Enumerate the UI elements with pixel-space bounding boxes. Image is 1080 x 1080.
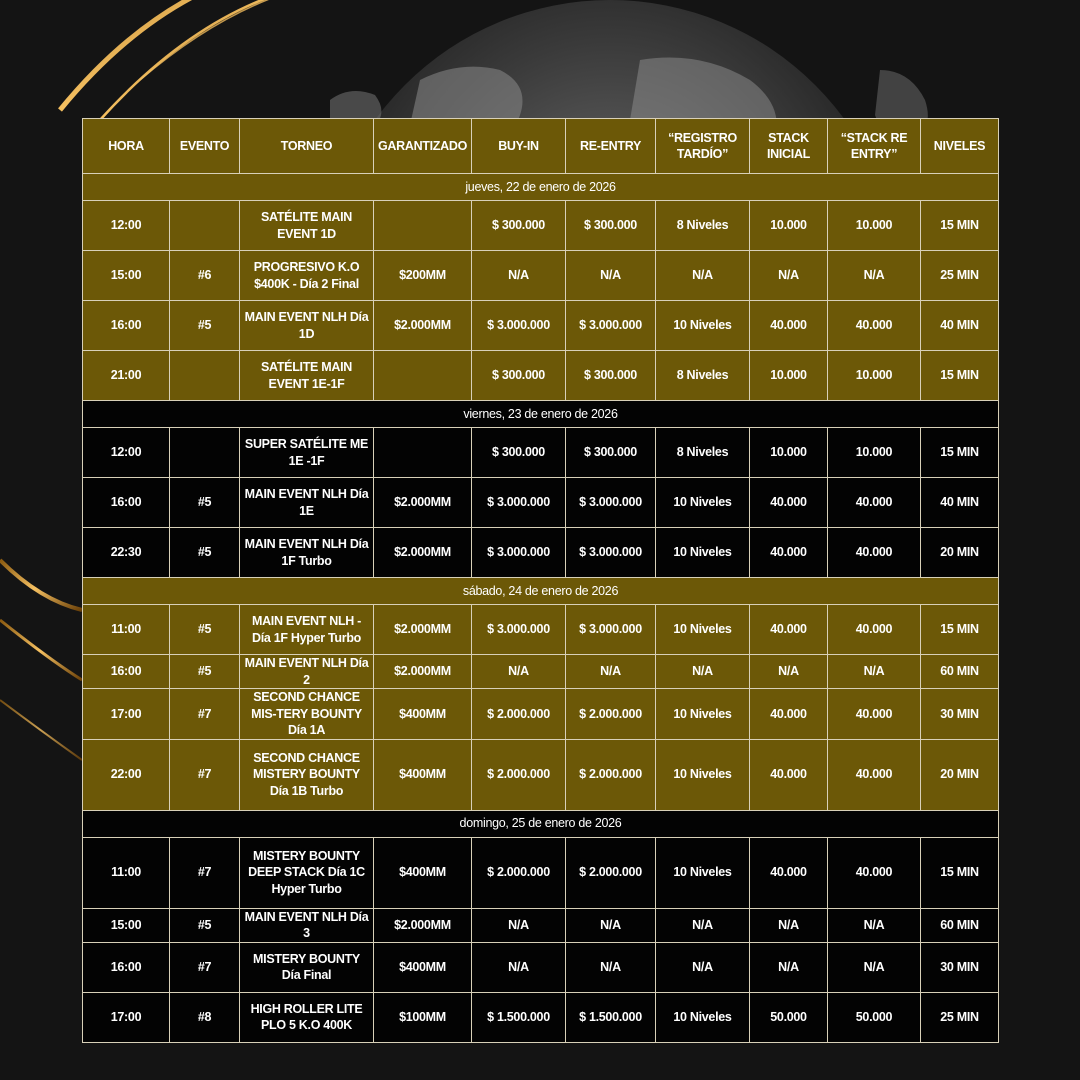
- torneo-cell: MAIN EVENT NLH Día 3: [240, 908, 374, 942]
- evento-cell: [170, 351, 240, 401]
- stack-cell: 10.000: [750, 351, 828, 401]
- evento-cell: #5: [170, 301, 240, 351]
- evento-cell: #5: [170, 605, 240, 655]
- hora-cell: 15:00: [83, 251, 170, 301]
- reentry-cell: $ 300.000: [566, 351, 656, 401]
- buyin-cell: $ 2.000.000: [472, 689, 566, 740]
- stack-reentry-cell: N/A: [828, 251, 921, 301]
- torneo-cell: MISTERY BOUNTY Día Final: [240, 942, 374, 992]
- reentry-cell: $ 2.000.000: [566, 739, 656, 810]
- table-row: [83, 942, 999, 992]
- col-header-buyin: BUY-IN: [472, 119, 566, 174]
- torneo-cell: MAIN EVENT NLH Día 1F Turbo: [240, 528, 374, 578]
- reentry-cell: N/A: [566, 655, 656, 689]
- buyin-cell: N/A: [472, 942, 566, 992]
- reentry-cell: $ 3.000.000: [566, 301, 656, 351]
- torneo-cell: SATÉLITE MAIN EVENT 1D: [240, 201, 374, 251]
- col-header-garantizado: GARANTIZADO: [374, 119, 472, 174]
- day-section-domingo: [83, 810, 999, 1042]
- table-row: [83, 201, 999, 251]
- tournament-schedule-table: [82, 118, 999, 1043]
- stack-reentry-cell: 40.000: [828, 605, 921, 655]
- col-header-registro: “REGISTRO TARDÍO”: [656, 119, 750, 174]
- reentry-cell: N/A: [566, 251, 656, 301]
- torneo-cell: HIGH ROLLER LITE PLO 5 K.O 400K: [240, 992, 374, 1042]
- stack-cell: 40.000: [750, 739, 828, 810]
- registro-cell: 10 Niveles: [656, 739, 750, 810]
- niveles-cell: 15 MIN: [921, 351, 999, 401]
- torneo-cell: PROGRESIVO K.O $400K - Día 2 Final: [240, 251, 374, 301]
- buyin-cell: $ 300.000: [472, 351, 566, 401]
- registro-cell: 8 Niveles: [656, 201, 750, 251]
- hora-cell: 17:00: [83, 689, 170, 740]
- table-row: [83, 837, 999, 908]
- table-row: [83, 301, 999, 351]
- torneo-cell: SECOND CHANCE MIS-TERY BOUNTY Día 1A: [240, 689, 374, 740]
- stack-reentry-cell: 10.000: [828, 428, 921, 478]
- stack-reentry-cell: 40.000: [828, 689, 921, 740]
- hora-cell: 22:30: [83, 528, 170, 578]
- evento-cell: #8: [170, 992, 240, 1042]
- reentry-cell: $ 2.000.000: [566, 689, 656, 740]
- evento-cell: #5: [170, 908, 240, 942]
- stack-reentry-cell: N/A: [828, 942, 921, 992]
- niveles-cell: 30 MIN: [921, 942, 999, 992]
- hora-cell: 21:00: [83, 351, 170, 401]
- registro-cell: 8 Niveles: [656, 351, 750, 401]
- torneo-cell: MAIN EVENT NLH - Día 1F Hyper Turbo: [240, 605, 374, 655]
- col-header-evento: EVENTO: [170, 119, 240, 174]
- table-row: [83, 739, 999, 810]
- registro-cell: 8 Niveles: [656, 428, 750, 478]
- torneo-cell: SECOND CHANCE MISTERY BOUNTY Día 1B Turbo: [240, 739, 374, 810]
- registro-cell: 10 Niveles: [656, 478, 750, 528]
- stack-cell: N/A: [750, 251, 828, 301]
- registro-cell: 10 Niveles: [656, 528, 750, 578]
- niveles-cell: 25 MIN: [921, 992, 999, 1042]
- registro-cell: 10 Niveles: [656, 689, 750, 740]
- table-row: [83, 528, 999, 578]
- registro-cell: 10 Niveles: [656, 301, 750, 351]
- hora-cell: 11:00: [83, 837, 170, 908]
- garantizado-cell: $2.000MM: [374, 655, 472, 689]
- day-header: viernes, 23 de enero de 2026: [83, 401, 999, 428]
- stack-cell: 10.000: [750, 201, 828, 251]
- garantizado-cell: $2.000MM: [374, 605, 472, 655]
- niveles-cell: 20 MIN: [921, 528, 999, 578]
- torneo-cell: MAIN EVENT NLH Día 1E: [240, 478, 374, 528]
- hora-cell: 17:00: [83, 992, 170, 1042]
- buyin-cell: $ 3.000.000: [472, 605, 566, 655]
- stack-reentry-cell: N/A: [828, 908, 921, 942]
- garantizado-cell: $200MM: [374, 251, 472, 301]
- niveles-cell: 15 MIN: [921, 837, 999, 908]
- torneo-cell: MISTERY BOUNTY DEEP STACK Día 1C Hyper Turbo: [240, 837, 374, 908]
- niveles-cell: 60 MIN: [921, 655, 999, 689]
- stack-reentry-cell: 10.000: [828, 201, 921, 251]
- registro-cell: N/A: [656, 942, 750, 992]
- stack-cell: N/A: [750, 908, 828, 942]
- hora-cell: 12:00: [83, 428, 170, 478]
- buyin-cell: $ 3.000.000: [472, 301, 566, 351]
- stack-reentry-cell: N/A: [828, 655, 921, 689]
- garantizado-cell: $2.000MM: [374, 301, 472, 351]
- torneo-cell: SATÉLITE MAIN EVENT 1E-1F: [240, 351, 374, 401]
- reentry-cell: $ 3.000.000: [566, 528, 656, 578]
- day-header: domingo, 25 de enero de 2026: [83, 810, 999, 837]
- registro-cell: 10 Niveles: [656, 992, 750, 1042]
- niveles-cell: 30 MIN: [921, 689, 999, 740]
- buyin-cell: $ 300.000: [472, 428, 566, 478]
- table-row: [83, 478, 999, 528]
- evento-cell: #7: [170, 837, 240, 908]
- col-header-stack-reentry: “STACK RE ENTRY”: [828, 119, 921, 174]
- torneo-cell: MAIN EVENT NLH Día 1D: [240, 301, 374, 351]
- buyin-cell: $ 2.000.000: [472, 739, 566, 810]
- hora-cell: 12:00: [83, 201, 170, 251]
- registro-cell: N/A: [656, 251, 750, 301]
- registro-cell: N/A: [656, 655, 750, 689]
- reentry-cell: $ 3.000.000: [566, 478, 656, 528]
- stack-cell: 40.000: [750, 837, 828, 908]
- niveles-cell: 15 MIN: [921, 428, 999, 478]
- stack-cell: N/A: [750, 942, 828, 992]
- stack-reentry-cell: 10.000: [828, 351, 921, 401]
- reentry-cell: $ 300.000: [566, 428, 656, 478]
- stack-cell: 40.000: [750, 478, 828, 528]
- reentry-cell: $ 300.000: [566, 201, 656, 251]
- evento-cell: #5: [170, 655, 240, 689]
- reentry-cell: $ 1.500.000: [566, 992, 656, 1042]
- buyin-cell: $ 1.500.000: [472, 992, 566, 1042]
- garantizado-cell: $400MM: [374, 942, 472, 992]
- reentry-cell: N/A: [566, 908, 656, 942]
- garantizado-cell: $400MM: [374, 689, 472, 740]
- torneo-cell: SUPER SATÉLITE ME 1E -1F: [240, 428, 374, 478]
- col-header-hora: HORA: [83, 119, 170, 174]
- table-row: [83, 428, 999, 478]
- stack-cell: 40.000: [750, 605, 828, 655]
- niveles-cell: 40 MIN: [921, 478, 999, 528]
- garantizado-cell: $2.000MM: [374, 528, 472, 578]
- registro-cell: N/A: [656, 908, 750, 942]
- table-row: [83, 992, 999, 1042]
- torneo-cell: MAIN EVENT NLH Día 2: [240, 655, 374, 689]
- table-row: [83, 251, 999, 301]
- table-row: [83, 605, 999, 655]
- stack-cell: 50.000: [750, 992, 828, 1042]
- garantizado-cell: [374, 428, 472, 478]
- stack-reentry-cell: 40.000: [828, 739, 921, 810]
- stack-cell: 40.000: [750, 528, 828, 578]
- niveles-cell: 15 MIN: [921, 201, 999, 251]
- evento-cell: #7: [170, 689, 240, 740]
- garantizado-cell: [374, 351, 472, 401]
- evento-cell: #6: [170, 251, 240, 301]
- col-header-niveles: NIVELES: [921, 119, 999, 174]
- buyin-cell: $ 3.000.000: [472, 478, 566, 528]
- stack-reentry-cell: 40.000: [828, 301, 921, 351]
- garantizado-cell: $100MM: [374, 992, 472, 1042]
- reentry-cell: N/A: [566, 942, 656, 992]
- garantizado-cell: [374, 201, 472, 251]
- table-row: [83, 908, 999, 942]
- day-header: sábado, 24 de enero de 2026: [83, 578, 999, 605]
- hora-cell: 16:00: [83, 655, 170, 689]
- day-header: jueves, 22 de enero de 2026: [83, 174, 999, 201]
- hora-cell: 22:00: [83, 739, 170, 810]
- stack-cell: 40.000: [750, 301, 828, 351]
- garantizado-cell: $400MM: [374, 837, 472, 908]
- garantizado-cell: $2.000MM: [374, 908, 472, 942]
- col-header-stack: STACK INICIAL: [750, 119, 828, 174]
- col-header-torneo: TORNEO: [240, 119, 374, 174]
- hora-cell: 16:00: [83, 942, 170, 992]
- evento-cell: [170, 428, 240, 478]
- niveles-cell: 20 MIN: [921, 739, 999, 810]
- niveles-cell: 25 MIN: [921, 251, 999, 301]
- stack-cell: 10.000: [750, 428, 828, 478]
- buyin-cell: N/A: [472, 908, 566, 942]
- evento-cell: [170, 201, 240, 251]
- evento-cell: #5: [170, 528, 240, 578]
- table-row: [83, 351, 999, 401]
- day-section-viernes: [83, 401, 999, 578]
- day-section-sabado: [83, 578, 999, 811]
- buyin-cell: N/A: [472, 655, 566, 689]
- niveles-cell: 40 MIN: [921, 301, 999, 351]
- col-header-reentry: RE-ENTRY: [566, 119, 656, 174]
- stack-cell: 40.000: [750, 689, 828, 740]
- day-section-jueves: [83, 174, 999, 401]
- table-row: [83, 689, 999, 740]
- stack-reentry-cell: 50.000: [828, 992, 921, 1042]
- reentry-cell: $ 2.000.000: [566, 837, 656, 908]
- niveles-cell: 15 MIN: [921, 605, 999, 655]
- registro-cell: 10 Niveles: [656, 837, 750, 908]
- stack-reentry-cell: 40.000: [828, 478, 921, 528]
- hora-cell: 16:00: [83, 301, 170, 351]
- hora-cell: 16:00: [83, 478, 170, 528]
- evento-cell: #7: [170, 739, 240, 810]
- buyin-cell: $ 2.000.000: [472, 837, 566, 908]
- stack-reentry-cell: 40.000: [828, 528, 921, 578]
- table-row: [83, 655, 999, 689]
- buyin-cell: N/A: [472, 251, 566, 301]
- niveles-cell: 60 MIN: [921, 908, 999, 942]
- registro-cell: 10 Niveles: [656, 605, 750, 655]
- buyin-cell: $ 3.000.000: [472, 528, 566, 578]
- evento-cell: #7: [170, 942, 240, 992]
- stack-reentry-cell: 40.000: [828, 837, 921, 908]
- buyin-cell: $ 300.000: [472, 201, 566, 251]
- header-row: [83, 119, 999, 174]
- garantizado-cell: $400MM: [374, 739, 472, 810]
- evento-cell: #5: [170, 478, 240, 528]
- garantizado-cell: $2.000MM: [374, 478, 472, 528]
- hora-cell: 11:00: [83, 605, 170, 655]
- reentry-cell: $ 3.000.000: [566, 605, 656, 655]
- hora-cell: 15:00: [83, 908, 170, 942]
- stack-cell: N/A: [750, 655, 828, 689]
